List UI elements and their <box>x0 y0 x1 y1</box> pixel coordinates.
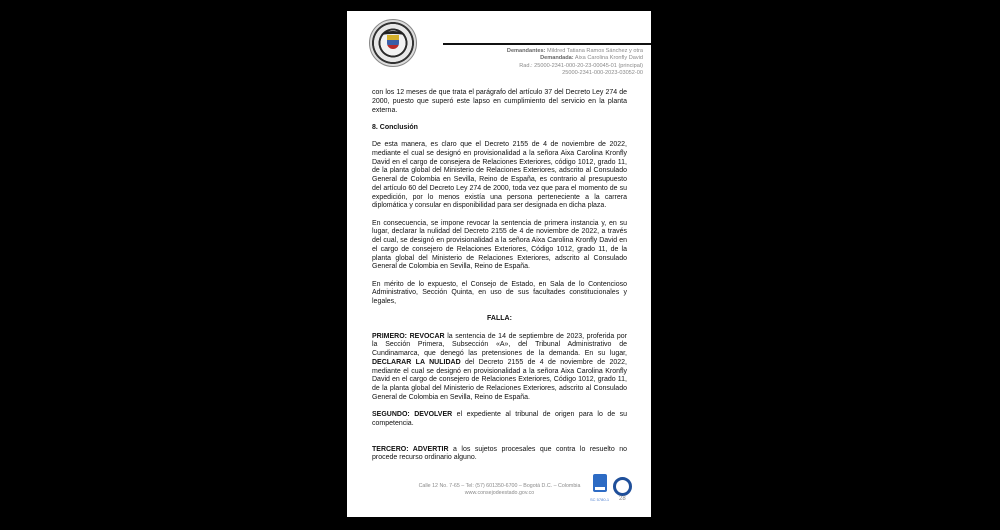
document-body <box>372 89 627 472</box>
case-info <box>507 48 643 78</box>
iso-certification-icon <box>593 474 607 492</box>
footer <box>407 483 592 497</box>
iqnet-certification-icon <box>613 477 632 496</box>
segundo-paragraph <box>372 411 627 429</box>
tercero-label: TERCERO: ADVERTIR <box>372 445 449 453</box>
rad-line-2: 25000-2341-000-2023-03052-00 <box>562 70 643 77</box>
rad-line-1: Rad.: 25000-2341-000-20-23-00045-01 (principal) <box>519 62 643 69</box>
tercero-text: a los sujetos procesales que contra lo resuelto no procede recurso ordinario alguno. <box>372 445 627 462</box>
primero-paragraph <box>372 333 627 403</box>
segundo-label: SEGUNDO: DEVOLVER <box>372 411 453 418</box>
conclusion-paragraph-3: En mérito de lo expuesto, el Consejo de Estado, en Sala de lo Contencioso Administrativo, Sección Quinta, en uso de sus facultades constitucionales y legales, <box>372 280 627 305</box>
header-rule <box>443 43 651 45</box>
demandantes-value: Mildred Tatiana Ramos Sánchez y otra <box>547 48 643 54</box>
segundo-text: el expediente al tribunal de origen para lo de su competencia. <box>372 411 628 427</box>
certification-label: SC 5780-1 <box>590 497 610 502</box>
demandada-value: Aixa Carolina Kronfly David <box>574 55 643 62</box>
falla-heading: FALLA: <box>487 315 512 323</box>
conclusion-paragraph-1: De esta manera, es claro que el Decreto 2155 de 4 de noviembre de 2022, mediante el cual se designó en provisionalidad a la señora Aixa Carolina Kronfly David en el cargo de consejera de Relaciones Exteriores, código 1012, grado 11, de la planta global del Ministerio de Relaciones Exteriores, adscrito al Consulado General de Colombia en Sevilla, Reino de España, es contrario al presupuesto del artículo 60 del Decreto Ley 274 de 2000, toda vez que para el momento de su expedición, por lo menos existía una persona perteneciente a la carrera diplomática y consular en disponibilidad para ser designada en dicha plaza. <box>372 141 627 210</box>
footer-address: Calle 12 No. 7-65 – Tel: (57) 601350-6700 – Bogotá D.C. – Colombia <box>418 483 581 489</box>
page-number: 28 <box>619 496 626 502</box>
primero-text-2: del Decreto 2155 de 4 de noviembre de 2022, mediante el cual se designó en provisionalidad a la señora Aixa Carolina Kronfly David en el cargo de consejero de Relaciones Exteriores, Código 1012, grado 11, de la planta global del Ministerio de Relaciones Exteriores, adscrito al Consulado General de Colombia en Sevilla, Reino de España. <box>372 358 627 401</box>
demandada-label: Demandada: <box>540 55 574 62</box>
primero-label: PRIMERO: REVOCAR <box>372 332 445 340</box>
intro-paragraph: con los 12 meses de que trata el parágrafo del artículo 37 del Decreto Ley 274 de 2000, puesto que superó este lapso en cumplimiento del servicio en la planta externa. <box>372 89 627 114</box>
primero-text-1: la sentencia de 14 de septiembre de 2023, proferida por la Sección Primera, Subsección «A», del Tribunal Administrativo de Cundinamarca, que denegó las pretensiones de la demanda. En su lugar, <box>372 332 627 357</box>
demandantes-label: Demandantes: <box>506 48 546 54</box>
footer-website: www.consejodeestado.gov.co <box>464 490 535 496</box>
document-page <box>347 11 651 517</box>
consejo-de-estado-seal-icon <box>369 19 417 67</box>
tercero-paragraph <box>372 446 627 464</box>
section-heading: 8. Conclusión <box>372 123 418 131</box>
coat-of-arms-icon <box>387 35 399 49</box>
primero-bold-2: DECLARAR LA NULIDAD <box>372 358 461 366</box>
conclusion-paragraph-2: En consecuencia, se impone revocar la sentencia de primera instancia y, en su lugar, declarar la nulidad del Decreto 2155 de 4 de noviembre de 2022, a través del cual, se designó en provisionalidad a la señora Aixa Carolina Kronfly David en el cargo de consejero de Relaciones Exteriores, Código 1012, grado 11, de la planta global del Ministerio de Relaciones Exteriores, adscrito al Consulado General de Colombia en Sevilla, Reino de España. <box>372 219 627 271</box>
